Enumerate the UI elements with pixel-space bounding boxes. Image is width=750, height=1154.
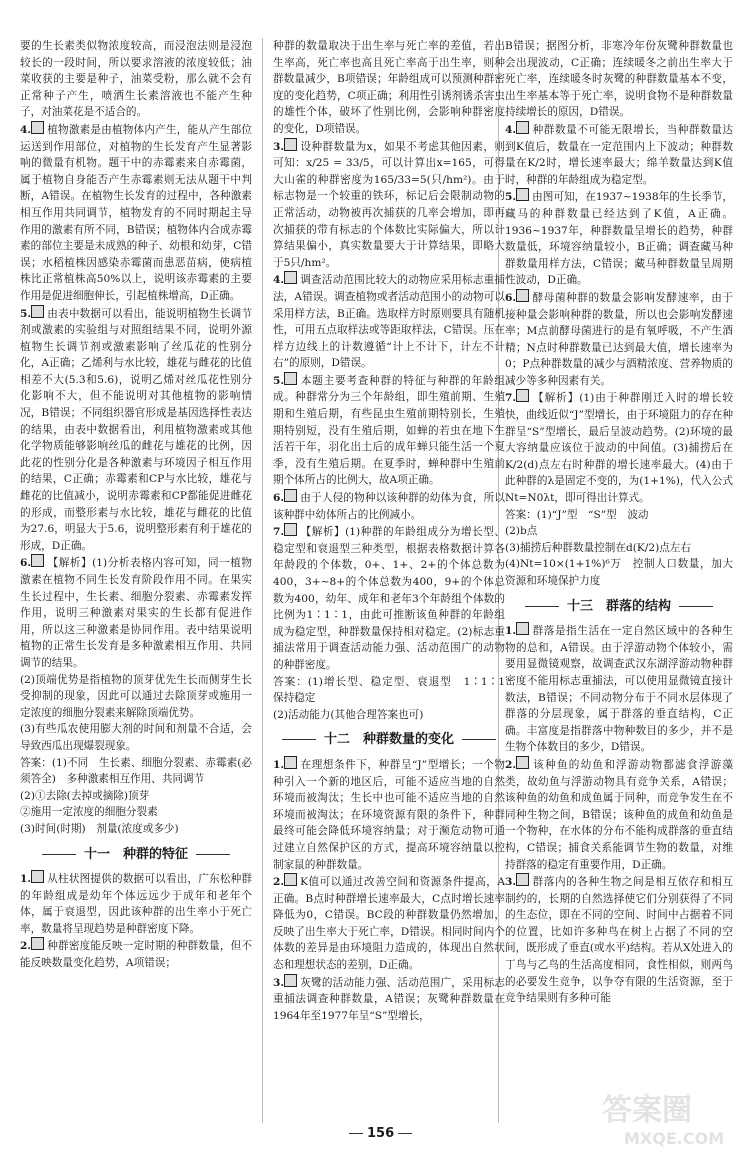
paragraph-text: (2)①去除(去掉或摘除)顶芽: [20, 789, 150, 802]
answer-paragraph: [20, 870, 252, 937]
paragraph-text: 【解析】(1)分析表格内容可知，同一植物激素在植物不同生长发育阶段作用不同。在果实生长过程中，生长素、细胞分裂素、赤霉素发挥作用，说明三种激素对果实的生长都有促进作用，所以这三种激素是协同作用。表中结果说明植物的正常生长发育是多种激素相互作用、共同调节的结果。: [20, 557, 252, 669]
column-middle: [273, 38, 505, 1123]
paragraph-text: ②施用一定浓度的细胞分裂素: [20, 806, 158, 819]
paragraph-text: 【解析】(1)由于种群刚迁入时的增长较快，曲线近似“J”型增长，由于环境阻力的存在种群呈“S”型增长，最后呈波动趋势。(2)环境的最大容纳量应该位于波动的中间值。(3)捕捞后在K/2(d)点左右时种群的增长速率最大。(4)由于此种群的λ是固定不变的，为(1+1%)，代入公式Nt=N0λt，即可得出计算式。: [505, 392, 733, 505]
answer-letter-box: [31, 305, 44, 318]
question-number: 3.: [273, 976, 285, 989]
answer-paragraph: [505, 121, 733, 188]
paragraph-text: 设种群数量为x，如果不考虑其他因素，则可知：x/25 = 33/5，可以计算出x=165，可得大山雀的种群密度为165/33=5(只/hm²)。由于标志物是一个较重的铁环，标记后会限制动物的正常活动，动物被再次捕获的几率会增加，即再次捕获的带有标志的个体数比实际偏大，所以计算结果偏小，真实数量要大于计算结果，即略大于5只/hm²。: [273, 140, 505, 269]
question-number: 6.: [273, 492, 285, 505]
paragraph-text: 本题主要考查种群的特征与种群的年龄组成。种群常分为三个年龄组，即生殖前期、生殖期和生殖后期，有些昆虫生殖前期特别长，生殖期特别短，没有生殖后期，如蝉的若虫在地下生活若干年，羽化出土后的成年蝉只能生活一个夏季，没有生殖后期。在夏季时，蝉种群中生殖前期个体所占的比例大，故A项正确。: [273, 374, 505, 487]
paragraph-text: 调查活动范围比较大的动物应采用标志重捕法，A错误。调查植物或者活动范围小的动物可以采用样方法，B正确。选取样方时原则要具有随机性，可用五点取样法或等距取样法，C错误。压在样方边线上的计数遵循“计上不计下，计左不计右”的原则，D错误。: [273, 274, 505, 370]
answer-paragraph: [505, 540, 733, 557]
section-title: 十一 种群的特征: [20, 847, 252, 864]
paragraph-text: 答案：(1)不同 生长素、细胞分裂素、赤霉素(必须答全) 多种激素相互作用、共同调节: [20, 756, 252, 786]
section-title: 十三 群落的结构: [505, 599, 733, 616]
page-number: 156: [345, 1126, 416, 1141]
answer-paragraph: [273, 489, 505, 523]
answer-paragraph: [505, 507, 733, 524]
answer-paragraph: [20, 672, 252, 722]
question-number: 5.: [273, 374, 285, 387]
answer-letter-box: [284, 974, 297, 987]
answer-paragraph: [273, 271, 505, 372]
answer-paragraph: [505, 873, 733, 1007]
answer-paragraph: [20, 554, 252, 671]
answer-paragraph: [273, 974, 505, 1025]
answer-letter-box: [516, 756, 529, 769]
question-number: 5.: [20, 307, 32, 320]
answer-letter-box: [516, 622, 529, 635]
paragraph-text: 种群数量不可能无限增长，当种群数量达到K值后，数量在一定范围内上下波动；种群数量在K/2时，增长速率最大；绵羊数量达到K值时，种群的年龄组成为稳定型。: [505, 123, 733, 186]
paragraph-text: K值可以通过改善空间和资源条件提高，A正确。B点时种群增长速率最大，C点时增长速率降低为0，C错误。BC段的种群数量仍然增加，反映了出生率大于死亡率，D错误。相同时间内个体数的差异是由环境阻力造成的，体现出自然状态和理想状态的差别，D正确。: [273, 876, 505, 972]
answer-paragraph: [20, 305, 252, 555]
paragraph-text: 要的生长素类似物浓度较高，而浸泡法则是浸泡较长的一段时间，所以要求溶液的浓度较低；油菜收获的主要是种子，油菜受粉，那么就不会有正常种子产生，喷洒生长素溶液也不能产生种子，对油菜花是不适合的。: [20, 40, 252, 119]
paragraph-text: (4)Nt=10×(1+1%)⁶万 控制人口数量，加大资源和环境保护力度: [505, 558, 733, 587]
answer-letter-box: [31, 554, 44, 567]
answer-letter-box: [284, 756, 297, 769]
paragraph-text: (2)活动能力(其他合理答案也可): [273, 708, 424, 721]
paragraph-text: 植物激素是由植物体内产生，能从产生部位运送到作用部位，对植物的生长发育产生显著影响的微量有机物。题干中的赤霉素来自赤霉菌，属于植物自身能否产生赤霉素则无法从题干中判断，A错误。在植物生长发育的过程中，各种激素相互作用共同调节，植物发育的不同时期起主导作用的激素有所不同，B错误；植物体内合成赤霉素的部位主要是未成熟的种子、幼根和幼芽，C错误；水稻植株因感染赤霉菌而患恶苗病，使病植株比正常植株高50%以上，说明该赤霉素的主要作用是促进细胞伸长，引起植株增高，D正确。: [20, 123, 252, 302]
question-number: 2.: [20, 940, 32, 953]
column-divider: [262, 38, 263, 1123]
paragraph-text: (3)有些瓜农使用膨大剂的时间和剂量不合适，会导致西瓜出现爆裂现象。: [20, 723, 252, 752]
paragraph-text: 种群的数量取决于出生率与死亡率的差值，若出生率高，死亡率也高且死亡率高于出生率，则种群数量减少，B项错误；年龄组成可以预测种群密度的变化趋势，C项正确；利用性引诱剂诱杀害虫的雄性个体，破坏了性别比例，会影响种群密度的变化，D项错误。: [273, 40, 505, 135]
watermark-logo: [594, 1082, 744, 1152]
paragraph-text: 种群密度能反映一定时期的种群数量，但不能反映数量变化趋势，A项错误；: [20, 940, 252, 970]
paragraph-text: (3)时间(时期) 剂量(浓度或多少): [20, 822, 179, 835]
paragraph-text: 【解析】(1)种群的年龄组成分为增长型、稳定型和衰退型三种类型，根据表格数据计算各年龄段的个体数，0+、1+、2+的个体总数为400，3+~8+的个体总数为400，9+的个体总数为400，幼年、成年和老年3个年龄组个体数的比例为1∶1∶1，由此可推断该鱼种群的年龄组成为稳定型，种群数量保持相对稳定。(2)标志重捕法常用于调查活动能力强、活动范围广的动物的种群密度。: [273, 526, 505, 671]
paragraph-text: 灰鹭的活动能力强、活动范围广，采用标志重捕法调查种群数量，A错误；灰鹭种群数量在1964年至1977年呈“S”型增长，: [273, 976, 505, 1022]
section-title: 十二 种群数量的变化: [273, 732, 505, 749]
answer-letter-box: [284, 523, 297, 536]
paragraph-text: 该种鱼的幼鱼和浮游动物都滤食浮游藻类，故幼鱼与浮游动物具有竞争关系，A错误；该种鱼的幼鱼和成鱼属于同种，而竞争发生在不同种生物之间，B错误；该种鱼的成鱼和幼鱼是一个物种，在水体的分布不能构成群落的垂直结构，C错误；捕食关系能调节生物的数量，对维持群落的稳定有重要作用，D正确。: [505, 758, 733, 871]
answer-paragraph: [505, 38, 733, 121]
answer-letter-box: [31, 937, 44, 950]
answer-paragraph: [505, 389, 733, 506]
paragraph-text: 酵母菌种群的数量会影响发酵速率，由于接种量会影响种群的数量，所以也会影响发酵速率；M点前酵母菌进行的是有氧呼吸，不产生酒精；N点时种群数量已达到最大值，增长速率为0；P点种群数量的减少与酒精浓度、营养物质的减少等多种因素有关。: [505, 291, 733, 387]
answer-paragraph: [273, 38, 505, 138]
answer-paragraph: [505, 556, 733, 589]
paragraph-text: (2)b点: [505, 525, 538, 538]
paragraph-text: 群落内的各种生物之间是相互依存和相互制约的，长期的自然选择使它们分别获得了不同的生态位，即在不同的空间、时间中占据着不同的位置，比如许多种鸟在树上占据了不同的空间，既形成了垂直(或水平)结构。若从X处进入的丁鸟与乙鸟的生活高度相同，食性相似，则两鸟的必要发生竞争，以争夺有限的生活资源，至于竞争结果则有多种可能: [505, 876, 733, 1005]
answer-letter-box: [284, 138, 297, 151]
paragraph-text: 群落是指生活在一定自然区域中的各种生物的总和，A错误。由于浮游动物个体较小，需要用显微镜观察，故调查武汉东湖浮游动物种群密度不能用标志重捕法，可以使用显微镜直接计数法，B错误；不同动物分布于不同水层体现了群落的分层现象，属于群落的垂直结构，C正确。丰富度是指群落中物种数目的多少，并不是生物个体数目的多少，D错误。: [505, 625, 733, 754]
answer-letter-box: [516, 188, 529, 201]
answer-letter-box: [516, 389, 529, 402]
answer-letter-box: [31, 121, 44, 134]
answer-paragraph: [20, 121, 252, 305]
question-number: 2.: [273, 876, 285, 889]
answer-paragraph: [20, 821, 252, 838]
question-number: 4.: [505, 123, 517, 136]
answer-paragraph: [273, 756, 505, 873]
answer-paragraph: [20, 755, 252, 788]
question-number: 6.: [505, 291, 517, 304]
question-number: 1.: [273, 758, 285, 771]
question-number: 4.: [20, 123, 32, 136]
answer-paragraph: [505, 622, 733, 756]
column-left: [20, 38, 252, 1123]
answer-paragraph: [505, 188, 733, 289]
answer-paragraph: [273, 138, 505, 272]
answer-paragraph: [273, 372, 505, 489]
question-number: 5.: [505, 191, 517, 204]
answer-paragraph: [505, 756, 733, 873]
paragraph-text: 由图可知，在1937~1938年的生长季节，藏马的种群数量已经达到了K值，A正确。1936~1937年，种群数量呈增长的趋势，种群数量低，环境容纳量较小，B正确；调查藏马种群数量用样方法，C错误；藏马种群数量呈周期性波动，D正确。: [505, 191, 733, 287]
answer-letter-box: [516, 121, 529, 134]
answer-letter-box: [31, 870, 44, 883]
question-number: 3.: [505, 876, 517, 889]
paragraph-text: 从柱状图提供的数据可以看出，广东松种群的年龄组成是幼年个体远远少于成年和老年个体，属于衰退型，因此该种群的出生率小于死亡率，数量将呈现趋势是种群密度下降。: [20, 873, 252, 935]
answer-letter-box: [284, 271, 297, 284]
question-number: 7.: [273, 526, 285, 539]
column-right: [505, 38, 733, 1123]
answer-letter-box: [516, 873, 529, 886]
paragraph-text: 答案：(1)“J”型 “S”型 波动: [505, 508, 649, 521]
paragraph-text: (2)顶端优势是指植物的顶芽优先生长而侧芽生长受抑制的现象，因此可以通过去除顶芽或施用一定浓度的细胞分裂素来解除顶端优势。: [20, 673, 252, 719]
answer-paragraph: [273, 873, 505, 974]
answer-paragraph: [20, 721, 252, 754]
svg-text:答案圈: 答案圈: [602, 1093, 692, 1128]
answer-letter-box: [284, 489, 297, 502]
answer-paragraph: [20, 804, 252, 821]
answer-paragraph: [20, 788, 252, 805]
question-number: 1.: [20, 873, 32, 886]
paragraph-text: (3)捕捞后种群数量控制在d(K/2)点左右: [505, 541, 691, 554]
question-number: 2.: [505, 758, 517, 771]
answer-paragraph: [273, 674, 505, 707]
question-number: 1.: [505, 625, 517, 638]
answer-paragraph: [273, 523, 505, 673]
answer-letter-box: [284, 372, 297, 385]
answer-paragraph: [505, 523, 733, 540]
paragraph-text: 由于人侵的物种以该种群的幼体为食，所以该种群中幼体所占的比例减小。: [273, 492, 505, 521]
svg-text:MXQE.COM: MXQE.COM: [624, 1129, 725, 1148]
paragraph-text: 答案：(1)增长型、稳定型、衰退型 1∶1∶1 保持稳定: [273, 675, 505, 705]
paragraph-text: B错误；据图分析，非寒冷年份灰鹭种群数量也会出现波动，C正确；连续暖冬之前出生率大于死亡率，连续暖冬时灰鹭的种群数量基本不变，出生率基本等于死亡率，说明食物不是种群数量持续增长的原因，D错误。: [505, 40, 733, 119]
answer-paragraph: [505, 289, 733, 390]
question-number: 6.: [20, 557, 32, 570]
answer-paragraph: [273, 707, 505, 724]
paragraph-text: 在理想条件下，种群呈“J”型增长；一个物种引入一个新的地区后，可能不适应当地的自然环境而被淘汰；生长中也可能不适应当地的自然环境而被淘汰；在环境资源有限的条件下，种群最终可能会降低环境容纳量；对于濒危动物可通过建立自然保护区的方式，提高环境容纳量以控制家鼠的种群数量。: [273, 758, 505, 871]
answer-letter-box: [284, 873, 297, 886]
paragraph-text: 由表中数据可以看出，能说明植物生长调节剂或激素的实验组与对照组结果不同，说明外源植物生长调节剂或激素影响了丝瓜花的性别分化，A正确；乙烯利与水比较，雄花与雌花的比值相差不大(5.3和5.6)，说明乙烯对丝瓜花性别分化影响不大，但不能说明对其他植物的影响情况，B错误；不同组织器官形成是基因选择性表达的结果，由表中数据看出，利用植物激素或其他化学物质能够影响丝瓜的雌花与雄花的比例，因此花的性别分化是各种激素与环境因子相互作用的结果，C正确；赤霉素和CP与水比较，雄花与雌花的比值减小，说明赤霉素和CP都能促进雌花的形成，而整形素与水比较，雄花与雌花的比值为27.6，明显大于5.6，说明整形素有利于雄花的形成，D正确。: [20, 307, 252, 552]
question-number: 4.: [273, 274, 285, 287]
answer-paragraph: [20, 38, 252, 121]
question-number: 3.: [273, 140, 285, 153]
question-number: 7.: [505, 392, 517, 405]
answer-letter-box: [516, 289, 529, 302]
answer-paragraph: [20, 937, 252, 971]
